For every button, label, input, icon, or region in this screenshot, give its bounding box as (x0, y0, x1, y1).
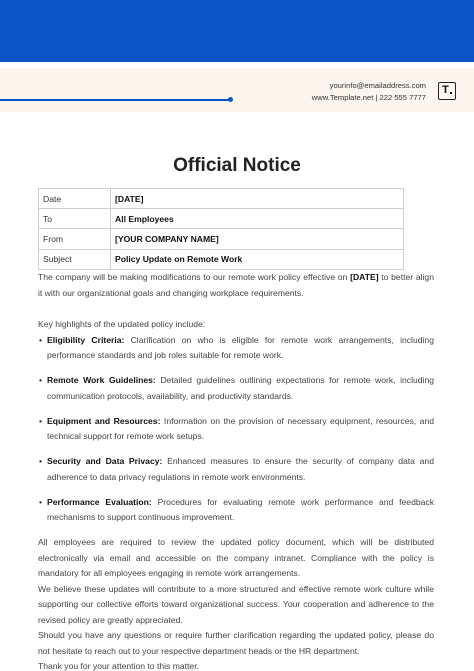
field-value: [DATE] (111, 189, 404, 209)
closing-section (38, 535, 434, 671)
field-value: Policy Update on Remote Work (111, 249, 404, 269)
highlights-heading: Key highlights of the updated policy include: (38, 319, 206, 329)
list-item: • Eligibility Criteria: Clarification on who is eligible for remote work arrangements, including performance standards and job roles suitable for remote work. (38, 333, 434, 364)
highlights-list (38, 333, 434, 526)
list-item: • Performance Evaluation: Procedures for evaluating remote work performance and feedback mechanisms to support continuous improvement. (38, 495, 434, 526)
field-label: To (39, 209, 111, 229)
field-label: Subject (39, 249, 111, 269)
closing-paragraph: We believe these updates will contribute to a more structured and effective remote work culture while supporting our collective efforts toward organizational success. Your cooperation and adherence to the revised policy are greatly appreciated. (38, 583, 434, 625)
template-logo-icon (438, 82, 456, 100)
intro-paragraph: The company will be making modifications to our remote work policy effective on [DATE] to better align it with our organizational goals and changing workplace requirements. (38, 272, 434, 298)
contact-email: yourinfo@emailaddress.com (329, 81, 426, 90)
logo-dot (450, 92, 452, 94)
header-accent-dot (228, 97, 233, 102)
page-title: Official Notice (173, 155, 301, 176)
table-row (39, 249, 404, 269)
effective-date: [DATE] (350, 272, 379, 282)
contact-website-phone: www.Template.net | 222 555 7777 (311, 93, 426, 102)
closing-paragraph: Thank you for your attention to this matter. (38, 661, 199, 671)
header-accent-line (0, 99, 232, 101)
contact-info (312, 80, 426, 104)
list-item: • Security and Data Privacy: Enhanced measures to ensure the security of company data and adherence to data privacy regulations in remote work environments. (38, 454, 434, 485)
field-value: [YOUR COMPANY NAME] (111, 229, 404, 249)
notice-body (38, 270, 434, 671)
closing-paragraph: All employees are required to review the updated policy document, which will be distributed electronically via email and accessible on the company intranet. Compliance with the policy is mandatory for all employees engaging in remote work arrangements. (38, 537, 434, 579)
field-value: All Employees (111, 209, 404, 229)
header-band (0, 0, 474, 62)
logo-letter: T (442, 84, 449, 96)
table-row (39, 229, 404, 249)
list-item: • Equipment and Resources: Information on the provision of necessary equipment, resources, and technical support for remote work setups. (38, 414, 434, 445)
notice-details-table (38, 188, 404, 270)
list-item: • Remote Work Guidelines: Detailed guidelines outlining expectations for remote work, including communication protocols, availability, and productivity standards. (38, 373, 434, 404)
table-row (39, 189, 404, 209)
table-row (39, 209, 404, 229)
field-label: From (39, 229, 111, 249)
field-label: Date (39, 189, 111, 209)
closing-paragraph: Should you have any questions or require further clarification regarding the updated policy, please do not hesitate to reach out to your respective department heads or the HR department. (38, 630, 434, 656)
